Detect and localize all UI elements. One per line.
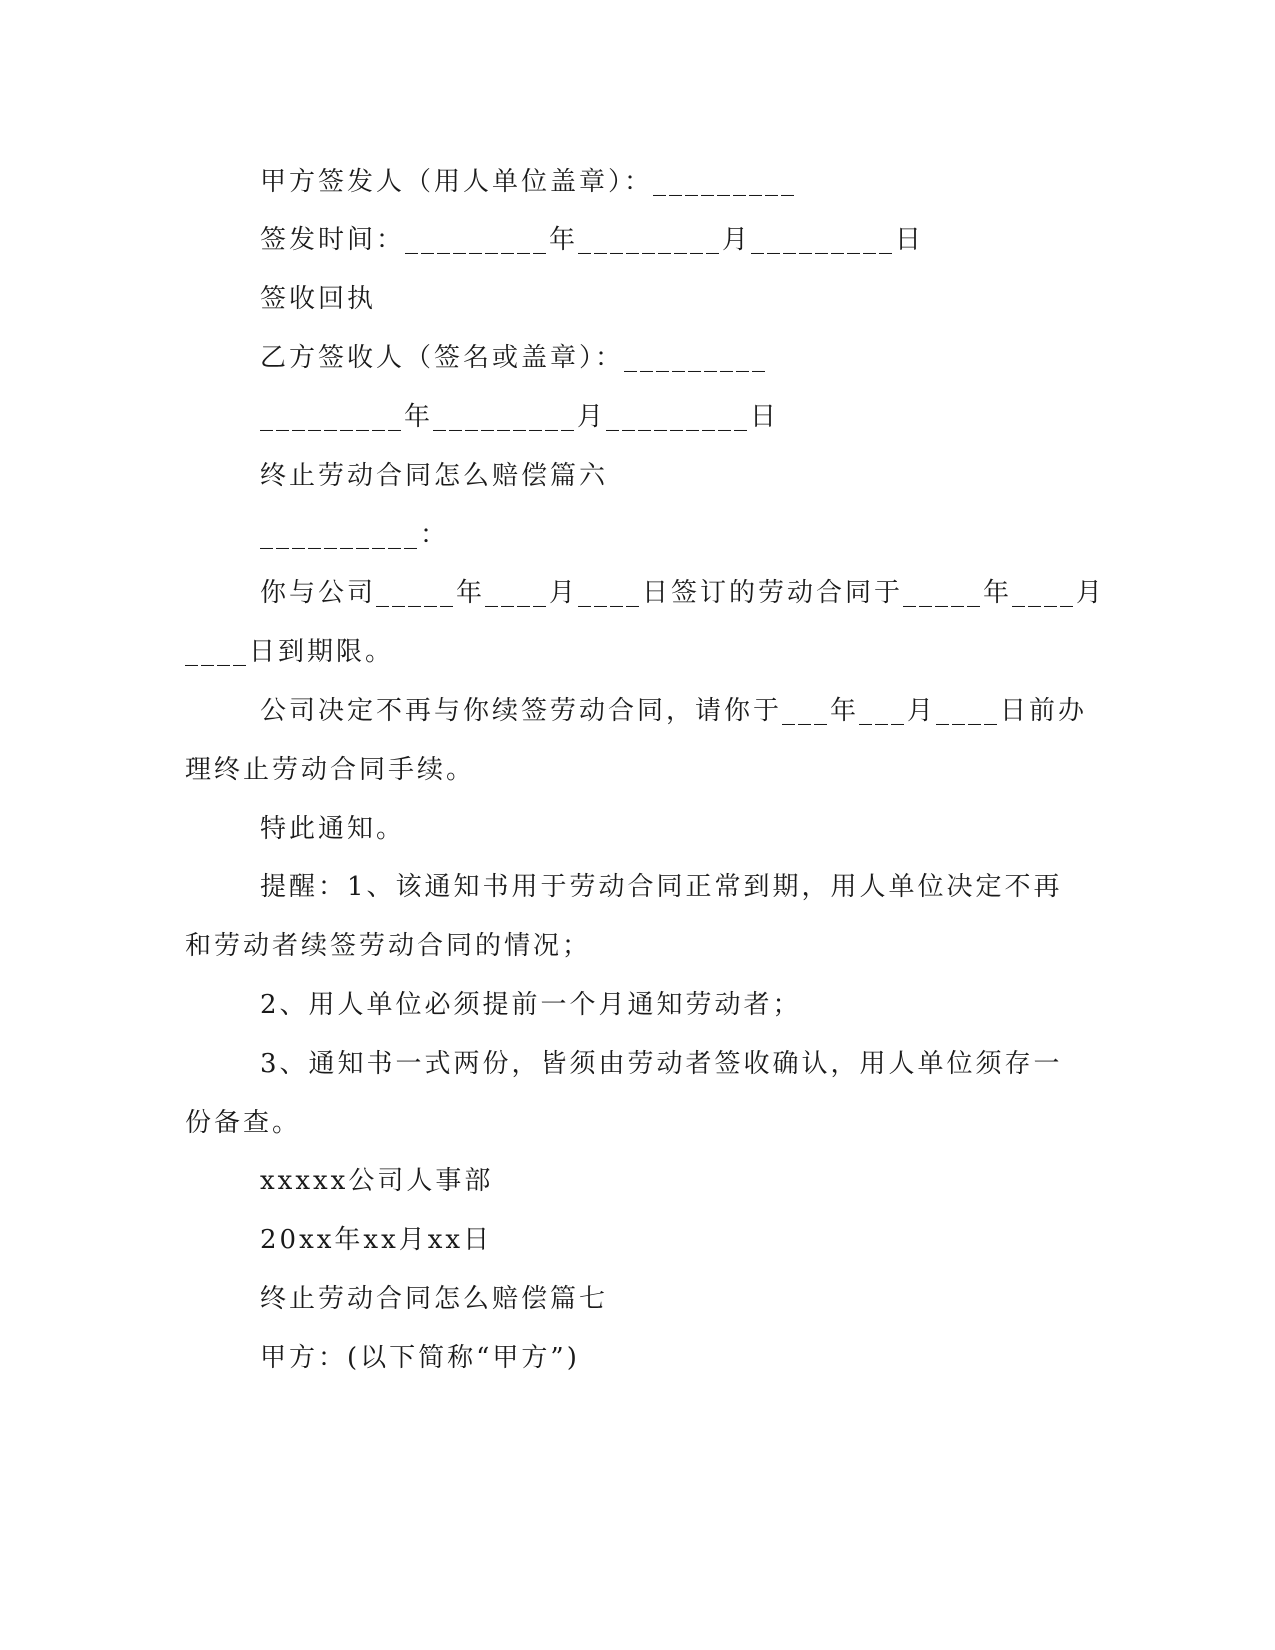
recipient-signature-line: 乙方签收人（签名或盖章）：_________	[260, 343, 769, 373]
issue-date-line: 签发时间：_________年_________月_________日	[260, 225, 925, 255]
reminder-item-3-cont: 份备查。	[185, 1108, 302, 1138]
section-heading-seven: 终止劳动合同怎么赔偿篇七	[260, 1284, 609, 1314]
receipt-heading: 签收回执	[260, 284, 377, 314]
paragraph-contract-expiry-cont: ____日到期限。	[185, 637, 395, 667]
issuer-signature-line: 甲方签发人（用人单位盖章）：_________	[260, 167, 798, 197]
paragraph-no-renewal: 公司决定不再与你续签劳动合同，请你于___年___月____日前办	[260, 696, 1088, 726]
reminder-item-1-cont: 和劳动者续签劳动合同的情况；	[185, 931, 592, 961]
addressee-line: __________：	[260, 520, 450, 550]
reminder-item-2: 2、用人单位必须提前一个月通知劳动者；	[260, 990, 802, 1020]
paragraph-contract-expiry: 你与公司_____年____月____日签订的劳动合同于_____年____月	[260, 578, 1106, 608]
company-signature: xxxxx公司人事部	[260, 1166, 494, 1196]
notice-closing: 特此通知。	[260, 814, 406, 844]
document-date: 20xx年xx月xx日	[260, 1225, 493, 1255]
reminder-item-3: 3、通知书一式两份，皆须由劳动者签收确认，用人单位须存一	[260, 1049, 1063, 1079]
section-heading-six: 终止劳动合同怎么赔偿篇六	[260, 461, 609, 491]
paragraph-no-renewal-cont: 理终止劳动合同手续。	[185, 755, 476, 785]
reminder-item-1: 提醒：1、该通知书用于劳动合同正常到期，用人单位决定不再	[260, 872, 1063, 902]
receipt-date-line: _________年_________月_________日	[260, 402, 780, 432]
party-a-line: 甲方：(以下简称“甲方”)	[260, 1343, 580, 1373]
